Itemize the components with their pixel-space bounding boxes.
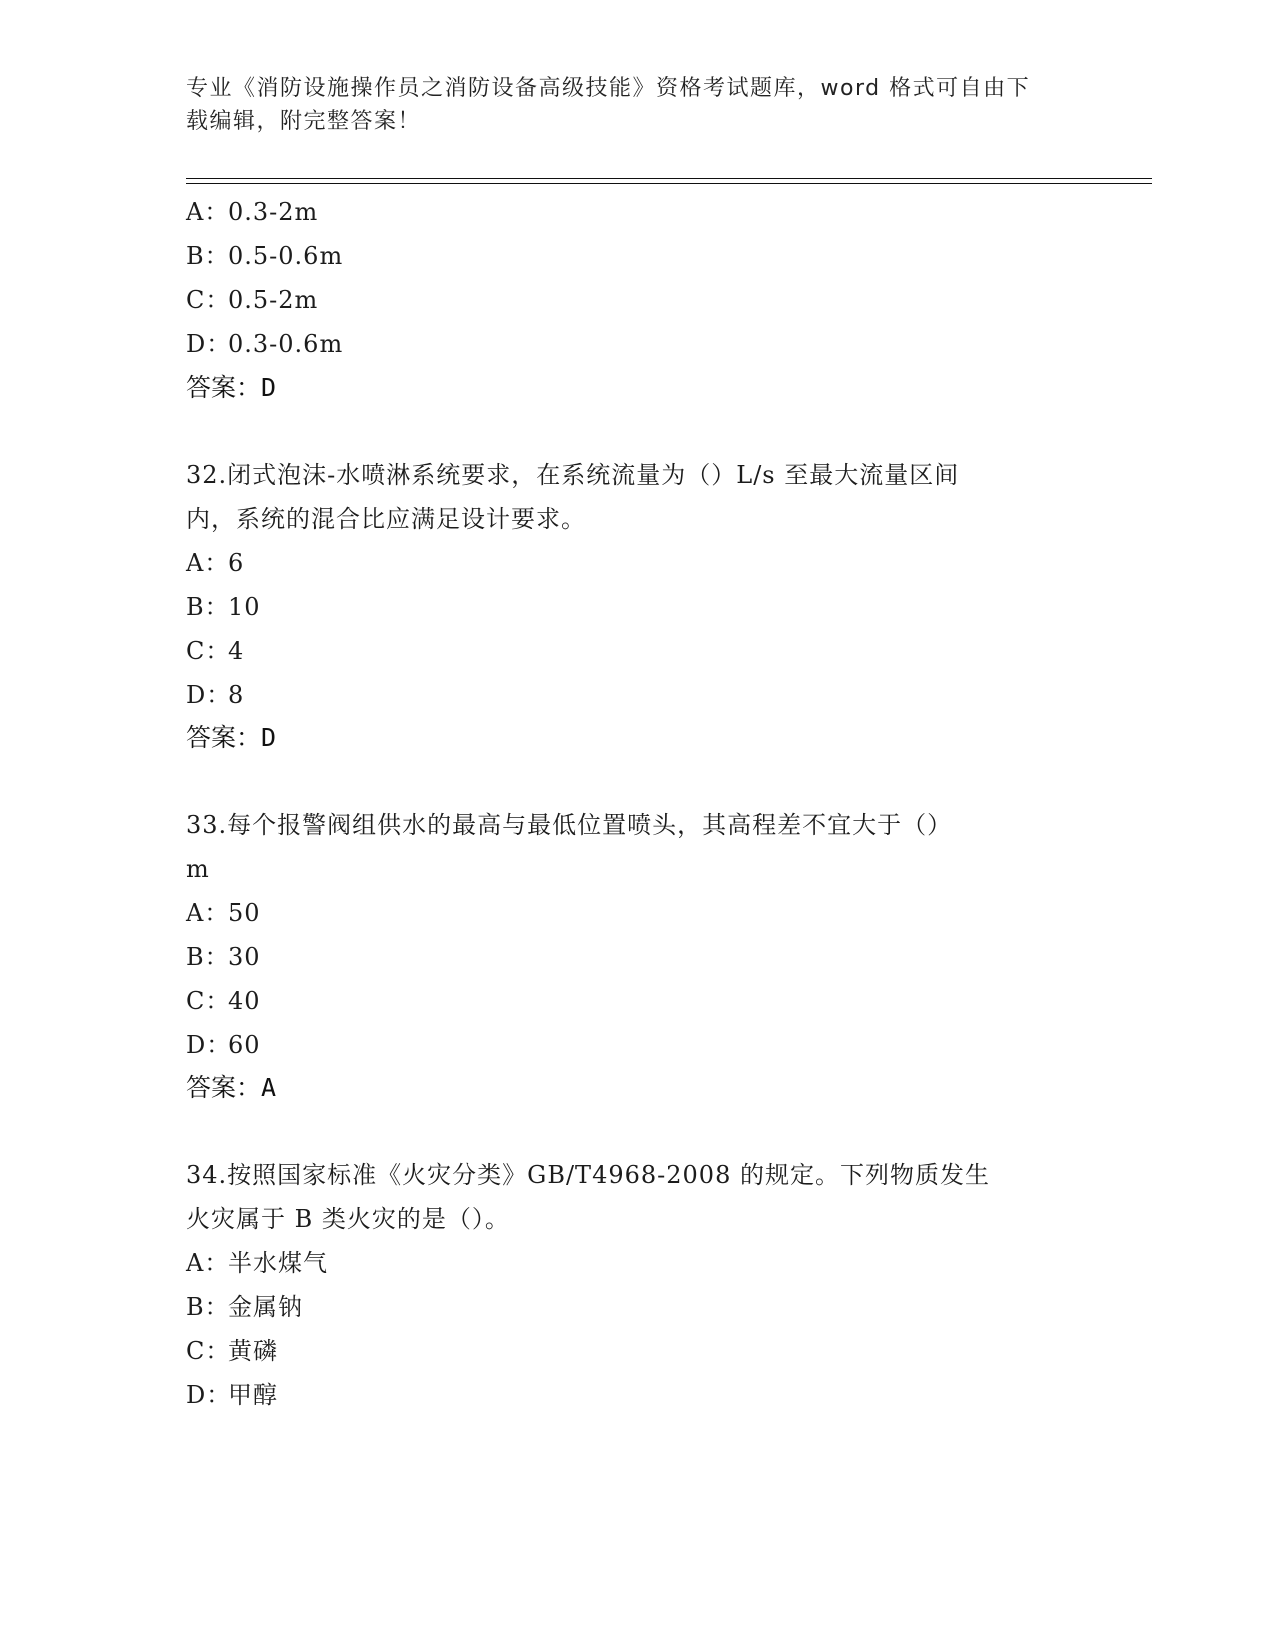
q33-option-b	[186, 942, 261, 972]
q31-option-a	[186, 197, 318, 227]
header-line-1: 专业《消防设施操作员之消防设备高级技能》资格考试题库，word 格式可自由下	[186, 76, 1031, 101]
q34-option-c	[186, 1336, 278, 1366]
option-text: 4	[228, 637, 245, 665]
option-text: 半水煤气	[228, 1249, 328, 1277]
header-rule-bottom	[186, 183, 1152, 184]
q34-stem-line-1: 34.按照国家标准《火灾分类》GB/T4968-2008 的规定。下列物质发生	[186, 1161, 990, 1189]
option-text: 50	[228, 899, 261, 927]
answer-value: D	[261, 723, 277, 752]
q33-stem-line-2: m	[186, 855, 210, 883]
option-label: A：	[186, 1249, 230, 1277]
option-label: A：	[186, 549, 230, 577]
answer-label: 答案：	[186, 723, 262, 752]
q33-option-a	[186, 898, 261, 928]
q33-stem-line-1: 33.每个报警阀组供水的最高与最低位置喷头，其高程差不宜大于（）	[186, 811, 953, 839]
q32-stem-line-1: 32.闭式泡沫-水喷淋系统要求，在系统流量为（）L/s 至最大流量区间	[186, 461, 960, 489]
q31-option-d	[186, 329, 343, 359]
q31-option-b	[186, 241, 343, 271]
option-label: C：	[186, 1337, 231, 1365]
option-text: 0.5-2m	[228, 286, 319, 314]
option-label: B：	[186, 242, 230, 270]
document-header	[186, 72, 1086, 138]
option-text: 金属钠	[228, 1293, 303, 1321]
option-text: 8	[228, 681, 245, 709]
option-label: D：	[186, 1031, 232, 1059]
option-text: 黄磷	[228, 1337, 278, 1365]
header-rule-top	[186, 178, 1152, 179]
q32-answer	[186, 723, 276, 753]
option-label: D：	[186, 1381, 232, 1409]
q33-answer	[186, 1073, 276, 1103]
q33-option-d	[186, 1030, 261, 1060]
option-text: 0.3-2m	[228, 198, 319, 226]
q32-stem-line-2: 内，系统的混合比应满足设计要求。	[186, 505, 586, 533]
q32-option-c	[186, 636, 244, 666]
answer-label: 答案：	[186, 373, 262, 402]
option-label: C：	[186, 286, 231, 314]
option-label: C：	[186, 637, 231, 665]
option-text: 60	[228, 1031, 261, 1059]
option-text: 30	[228, 943, 261, 971]
option-text: 0.5-0.6m	[228, 242, 344, 270]
option-label: B：	[186, 1293, 230, 1321]
option-label: C：	[186, 987, 231, 1015]
q31-answer	[186, 373, 276, 403]
option-label: D：	[186, 681, 232, 709]
option-text: 40	[228, 987, 261, 1015]
option-label: D：	[186, 330, 232, 358]
option-text: 6	[228, 549, 245, 577]
header-line-2: 载编辑，附完整答案！	[186, 109, 422, 134]
q34-option-a	[186, 1248, 328, 1278]
answer-value: A	[261, 1073, 277, 1102]
option-text: 10	[228, 593, 261, 621]
q31-option-c	[186, 285, 318, 315]
option-label: A：	[186, 899, 230, 927]
q32-option-a	[186, 548, 244, 578]
option-text: 0.3-0.6m	[228, 330, 344, 358]
option-label: A：	[186, 198, 230, 226]
option-label: B：	[186, 593, 230, 621]
q34-option-b	[186, 1292, 303, 1322]
option-label: B：	[186, 943, 230, 971]
answer-value: D	[261, 373, 277, 402]
q32-option-b	[186, 592, 261, 622]
q34-stem-line-2: 火灾属于 B 类火灾的是（）。	[186, 1205, 510, 1233]
option-text: 甲醇	[228, 1381, 278, 1409]
q32-option-d	[186, 680, 244, 710]
answer-label: 答案：	[186, 1073, 262, 1102]
q33-option-c	[186, 986, 261, 1016]
q34-option-d	[186, 1380, 278, 1410]
